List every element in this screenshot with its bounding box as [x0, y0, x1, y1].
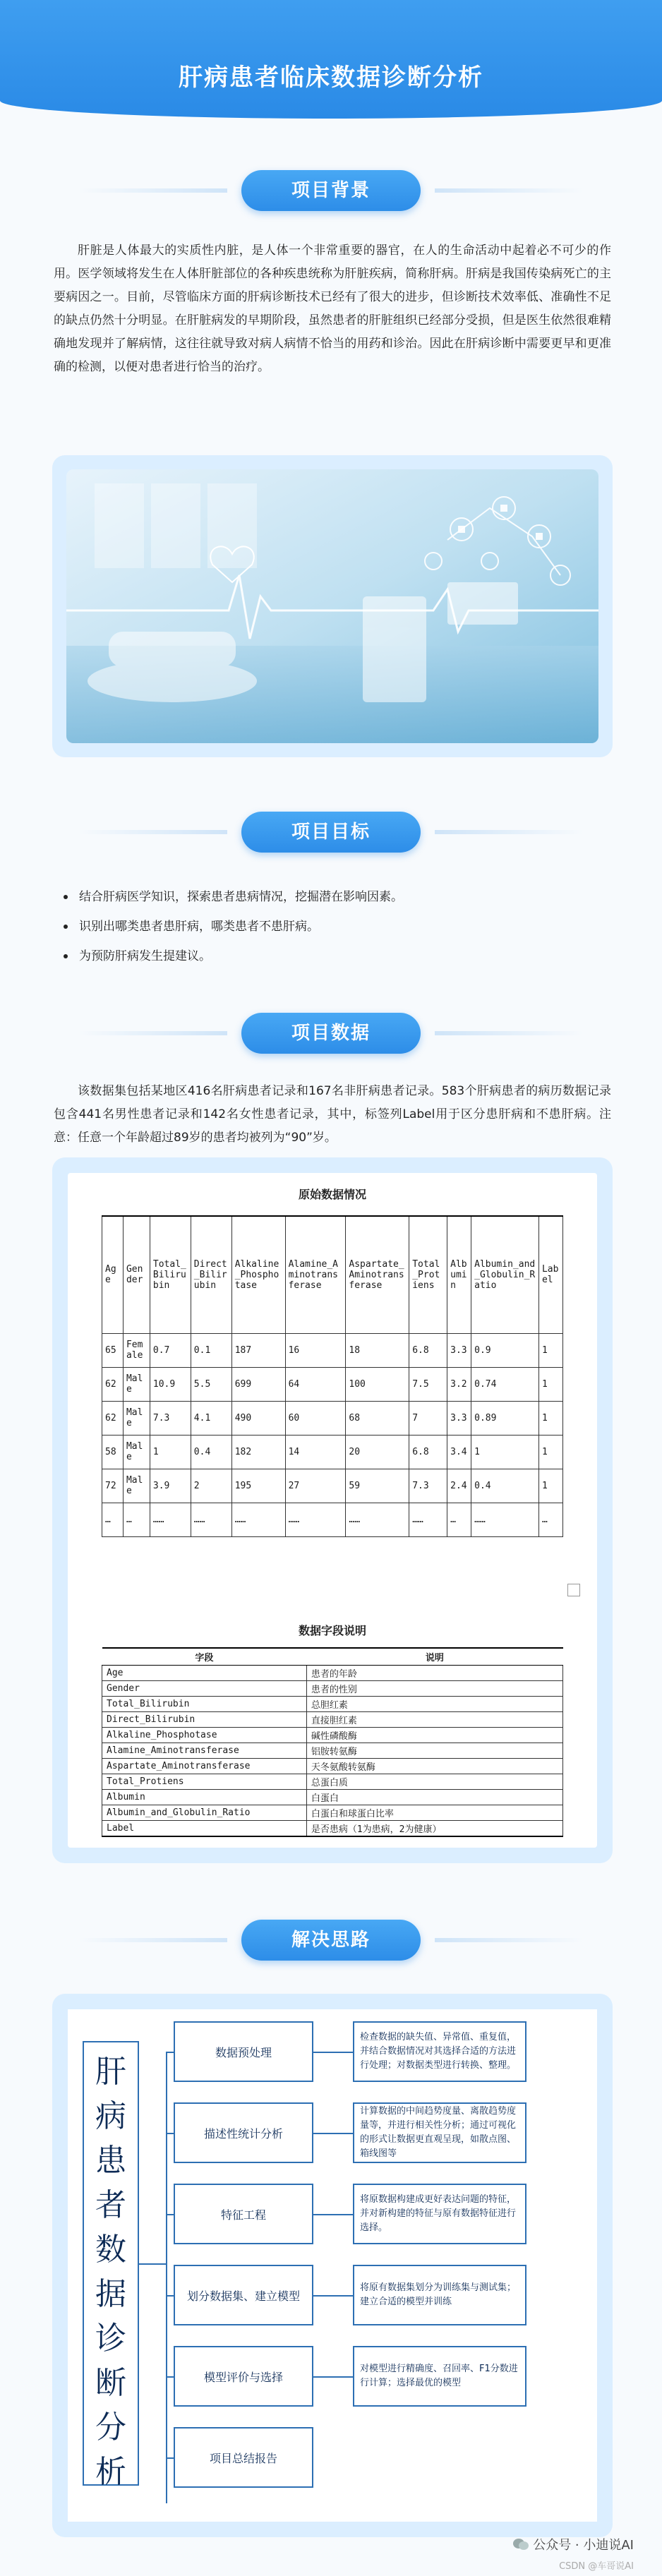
step-box-summary-report: 项目总结报告 — [174, 2427, 313, 2488]
branch-line — [167, 2376, 174, 2378]
wechat-icon — [513, 2538, 529, 2554]
table-cell: …… — [471, 1503, 539, 1536]
table-cell: Male — [123, 1401, 150, 1435]
table-row — [102, 1697, 563, 1712]
field-desc: 白蛋白和球蛋白比率 — [306, 1805, 562, 1821]
table-cell: 6.8 — [409, 1435, 447, 1469]
step-box-feature-engineering: 特征工程 — [174, 2184, 313, 2244]
step-box-split-model: 划分数据集、建立模型 — [174, 2265, 313, 2325]
section-heading-approach: 解决思路 — [241, 1920, 421, 1961]
field-name: Direct_Bilirubin — [102, 1712, 307, 1728]
connector-line — [313, 2295, 353, 2297]
section-heading-data: 项目数据 — [241, 1013, 421, 1054]
table-cell: 1 — [471, 1435, 539, 1469]
table-cell: … — [102, 1503, 124, 1536]
table-cell: 27 — [285, 1469, 346, 1503]
table-cell: 7.3 — [409, 1469, 447, 1503]
field-description-table — [102, 1647, 563, 1837]
table-cell: 100 — [346, 1367, 409, 1401]
table-row — [102, 1712, 563, 1728]
title-char: 者 — [95, 2187, 126, 2223]
table-cell: 2.4 — [447, 1469, 471, 1503]
field-name: Aspartate_Aminotransferase — [102, 1759, 307, 1774]
table-cell: 3.4 — [447, 1435, 471, 1469]
medical-illustration-image — [66, 469, 598, 743]
field-desc: 总胆红素 — [306, 1697, 562, 1712]
section-heading-goals: 项目目标 — [241, 812, 421, 853]
background-image-frame — [52, 455, 613, 757]
header-wave — [0, 103, 662, 128]
table-cell: 1 — [538, 1469, 562, 1503]
footer-brand-text: 公众号 · 小迪说AI — [533, 2538, 634, 2553]
table-cell: 490 — [231, 1401, 285, 1435]
table-cell: 7.5 — [409, 1367, 447, 1401]
table-cell: 182 — [231, 1435, 285, 1469]
column-header: 说明 — [306, 1648, 562, 1666]
table-cell: 3.3 — [447, 1333, 471, 1367]
data-table-frame — [52, 1157, 613, 1863]
branch-line — [167, 2214, 174, 2215]
list-item: 结合肝病医学知识，探索患者患病情况，挖掘潜在影响因素。 — [58, 882, 608, 912]
raw-data-table — [102, 1215, 563, 1537]
step-box-descriptive-stats: 描述性统计分析 — [174, 2102, 313, 2163]
table-cell: … — [538, 1503, 562, 1536]
goals-list — [58, 882, 608, 971]
connector-line — [313, 2052, 353, 2053]
table-row — [102, 1666, 563, 1681]
table-cell: 3.2 — [447, 1367, 471, 1401]
field-desc: 是否患病（1为患病，2为健康） — [306, 1821, 562, 1837]
table-cell: 3.3 — [447, 1401, 471, 1435]
column-header: Label — [538, 1216, 562, 1333]
table-cell: 65 — [102, 1333, 124, 1367]
field-name: Alkaline_Phosphotase — [102, 1728, 307, 1743]
table-checkbox[interactable] — [567, 1584, 580, 1596]
field-description-caption: 数据字段说明 — [298, 1624, 366, 1637]
table-cell: 0.1 — [191, 1333, 231, 1367]
approach-diagram — [68, 2009, 597, 2522]
column-header: Alamine_Aminotransferase — [285, 1216, 346, 1333]
table-cell: 2 — [191, 1469, 231, 1503]
table-row — [102, 1759, 563, 1774]
background-paragraph: 肝脏是人体最大的实质性内脏，是人体一个非常重要的器官，在人的生命活动中起着必不可少的作用。医学领域将发生在人体肝脏部位的各种疾患统称为肝脏疾病，简称肝病。肝病是我国传染病死亡的主要病因之一。目前，尽管临床方面的肝病诊断技术已经有了很大的进步，但诊断技术效率低、准确性不足的缺点仍然十分明显。在肝脏病发的早期阶段，虽然患者的肝脏组织已经部分受损，但是医生依然很难精确地发现并了解病情，这往往就导致对病人病情不恰当的用药和诊治。因此在肝病诊断中需要更早和更准确的检测，以便对患者进行恰当的治疗。 — [54, 243, 611, 374]
table-cell: Male — [123, 1469, 150, 1503]
table-row — [102, 1805, 563, 1821]
title-char: 断 — [95, 2365, 126, 2401]
table-cell: 0.4 — [471, 1469, 539, 1503]
table-row — [102, 1681, 563, 1697]
title-char: 析 — [95, 2454, 126, 2490]
table-cell: 62 — [102, 1367, 124, 1401]
table-cell: 187 — [231, 1333, 285, 1367]
table-cell: 20 — [346, 1435, 409, 1469]
field-desc: 患者的性别 — [306, 1681, 562, 1697]
table-cell: 195 — [231, 1469, 285, 1503]
field-desc: 患者的年龄 — [306, 1666, 562, 1681]
branch-line — [167, 2457, 174, 2459]
branch-line — [167, 2133, 174, 2134]
data-table-card — [68, 1173, 597, 1848]
step-box-preprocess: 数据预处理 — [174, 2021, 313, 2082]
column-header: Alkaline_Phosphotase — [231, 1216, 285, 1333]
diagram-stem-line — [139, 2263, 166, 2265]
column-header: Albumin — [447, 1216, 471, 1333]
table-cell: 1 — [538, 1333, 562, 1367]
field-name: Label — [102, 1821, 307, 1837]
column-header: 字段 — [102, 1648, 307, 1666]
title-char: 肝 — [95, 2054, 126, 2090]
table-cell: 14 — [285, 1435, 346, 1469]
table-row — [102, 1469, 563, 1503]
diagram-vertical-title — [83, 2041, 139, 2490]
field-desc: 天冬氨酸转氨酶 — [306, 1759, 562, 1774]
title-char: 分 — [95, 2409, 126, 2445]
table-cell: 7 — [409, 1401, 447, 1435]
table-cell: 1 — [538, 1367, 562, 1401]
title-char: 诊 — [95, 2321, 126, 2357]
field-desc: 总蛋白质 — [306, 1774, 562, 1790]
table-cell: …… — [409, 1503, 447, 1536]
table-cell: … — [123, 1503, 150, 1536]
list-item: 为预防肝病发生提建议。 — [58, 941, 608, 971]
table-cell: 59 — [346, 1469, 409, 1503]
branch-line — [167, 2052, 174, 2053]
table-row — [102, 1401, 563, 1435]
step-desc-descriptive-stats: 计算数据的中间趋势度量、离散趋势度量等，并进行相关性分析；通过可视化的形式让数据更直观呈现，如散点图、箱线图等 — [353, 2102, 526, 2163]
table-cell: …… — [191, 1503, 231, 1536]
field-desc: 铝胺转氨酶 — [306, 1743, 562, 1759]
step-desc-evaluation: 对模型进行精确度、召回率、F1分数进行计算；选择最优的模型 — [353, 2346, 526, 2407]
table-cell: 64 — [285, 1367, 346, 1401]
table-cell: 10.9 — [150, 1367, 191, 1401]
table-cell: 62 — [102, 1401, 124, 1435]
raw-header-row — [102, 1216, 563, 1333]
table-cell: …… — [231, 1503, 285, 1536]
column-header: Age — [102, 1216, 124, 1333]
table-cell: 1 — [538, 1435, 562, 1469]
table-row — [102, 1821, 563, 1837]
list-item: 识别出哪类患者患肝病，哪类患者不患肝病。 — [58, 912, 608, 941]
footer-credit: CSDN @车哥说AI — [559, 2560, 634, 2572]
field-desc: 直接胆红素 — [306, 1712, 562, 1728]
field-name: Albumin — [102, 1790, 307, 1805]
connector-line — [313, 2214, 353, 2215]
title-char: 数 — [95, 2232, 126, 2268]
table-cell: …… — [150, 1503, 191, 1536]
table-cell: Male — [123, 1367, 150, 1401]
table-cell: 0.89 — [471, 1401, 539, 1435]
table-row — [102, 1743, 563, 1759]
column-header: Total_Bilirubin — [150, 1216, 191, 1333]
page-title: 肝病患者临床数据诊断分析 — [179, 64, 483, 92]
page-header — [0, 0, 662, 119]
step-desc-split-model: 将原有数据集划分为训练集与测试集；建立合适的模型并训练 — [353, 2265, 526, 2325]
section-heading-background: 项目背景 — [241, 170, 421, 211]
table-cell: 6.8 — [409, 1333, 447, 1367]
table-cell: Female — [123, 1333, 150, 1367]
table-cell: …… — [346, 1503, 409, 1536]
title-char: 病 — [95, 2098, 126, 2134]
field-name: Age — [102, 1666, 307, 1681]
column-header: Total_Protiens — [409, 1216, 447, 1333]
table-cell: 7.3 — [150, 1401, 191, 1435]
footer-brand — [513, 2535, 634, 2554]
field-name: Total_Protiens — [102, 1774, 307, 1790]
table-cell: 4.1 — [191, 1401, 231, 1435]
field-name: Gender — [102, 1681, 307, 1697]
column-header: Gender — [123, 1216, 150, 1333]
column-header: Direct_Bilirubin — [191, 1216, 231, 1333]
table-cell: 1 — [538, 1401, 562, 1435]
table-cell: …… — [285, 1503, 346, 1536]
table-cell: 3.9 — [150, 1469, 191, 1503]
table-cell: 60 — [285, 1401, 346, 1435]
step-box-evaluation: 模型评价与选择 — [174, 2346, 313, 2407]
field-desc: 白蛋白 — [306, 1790, 562, 1805]
approach-diagram-frame — [52, 1994, 613, 2537]
table-cell: 0.4 — [191, 1435, 231, 1469]
table-cell: 5.5 — [191, 1367, 231, 1401]
data-paragraph: 该数据集包括某地区416名肝病患者记录和167名非肝病患者记录。583个肝病患者的病历数据记录包含441名男性患者记录和142名女性患者记录，其中，标签列Label用于区分患肝病和不患肝病。注意：任意一个年龄超过89岁的患者均被列为“90”岁。 — [54, 1084, 611, 1145]
connector-line — [313, 2376, 353, 2378]
table-row — [102, 1367, 563, 1401]
table-row — [102, 1435, 563, 1469]
field-name: Total_Bilirubin — [102, 1697, 307, 1712]
footer-watermark — [513, 2535, 634, 2572]
title-char: 患 — [95, 2143, 126, 2179]
table-cell: 0.9 — [471, 1333, 539, 1367]
table-cell: 68 — [346, 1401, 409, 1435]
field-header-row — [102, 1648, 563, 1666]
table-cell: 18 — [346, 1333, 409, 1367]
column-header: Aspartate_Aminotransferase — [346, 1216, 409, 1333]
table-cell: 16 — [285, 1333, 346, 1367]
title-char: 据 — [95, 2276, 126, 2312]
table-cell: 58 — [102, 1435, 124, 1469]
step-desc-feature-engineering: 将原数据构建成更好表达问题的特征，并对新构建的特征与原有数据特征进行选择。 — [353, 2184, 526, 2244]
table-row — [102, 1333, 563, 1367]
table-cell: 72 — [102, 1469, 124, 1503]
step-desc-preprocess: 检查数据的缺失值、异常值、重复值，并结合数据情况对其选择合适的方法进行处理；对数据类型进行转换、整理。 — [353, 2021, 526, 2082]
diagram-trunk-line — [166, 2052, 167, 2503]
table-cell: 1 — [150, 1435, 191, 1469]
field-name: Alamine_Aminotransferase — [102, 1743, 307, 1759]
connector-line — [313, 2133, 353, 2134]
field-desc: 碱性磷酸酶 — [306, 1728, 562, 1743]
table-cell: Male — [123, 1435, 150, 1469]
table-cell: … — [447, 1503, 471, 1536]
table-row — [102, 1728, 563, 1743]
table-cell: 0.7 — [150, 1333, 191, 1367]
branch-line — [167, 2295, 174, 2297]
column-header: Albumin_and_Globulin_Ratio — [471, 1216, 539, 1333]
raw-data-caption: 原始数据情况 — [298, 1188, 366, 1201]
table-cell: 0.74 — [471, 1367, 539, 1401]
table-row — [102, 1503, 563, 1536]
table-row — [102, 1790, 563, 1805]
table-row — [102, 1774, 563, 1790]
table-cell: 699 — [231, 1367, 285, 1401]
field-name: Albumin_and_Globulin_Ratio — [102, 1805, 307, 1821]
